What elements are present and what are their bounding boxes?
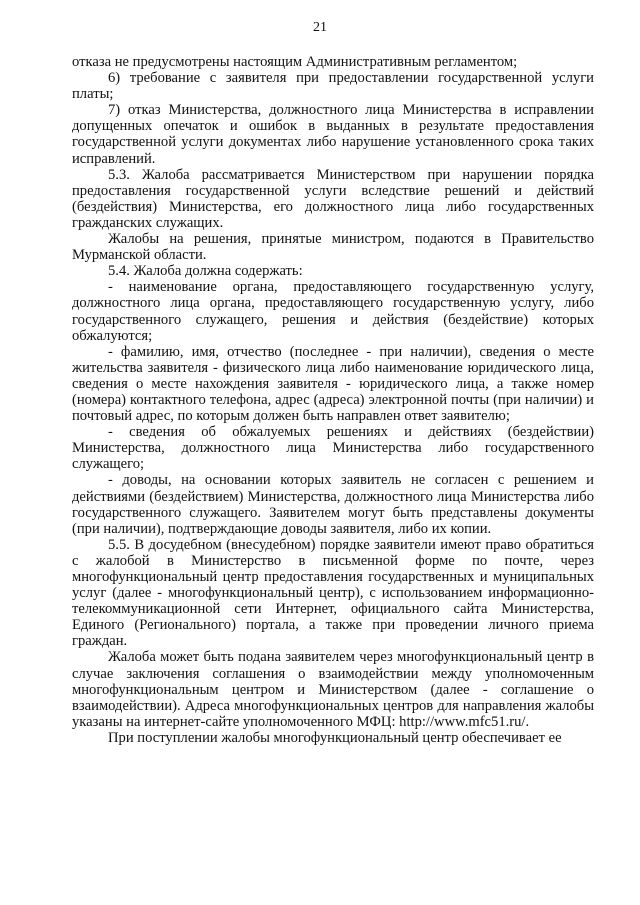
page-number: 21 [313,20,327,35]
paragraph-minister-complaints: Жалобы на решения, принятые министром, подаются в Правительство Мурманской области. [72,231,594,264]
paragraph-item-7: 7) отказ Министерства, должностного лица Министерства в исправлении допущенных опечаток и ошибок в выданных в результате предоставления государственной услуги документах либо нарушение установленного срока таких исправлений. [72,102,594,167]
document-body [72,54,594,746]
paragraph-mfc-receipt: При поступлении жалобы многофункциональный центр обеспечивает ее [108,729,562,746]
paragraph-mfc-submission: Жалоба может быть подана заявителем через многофункциональный центр в случае заключения соглашения о взаимодействии между уполномоченным многофункциональным центром и Министерством (далее - соглашение о взаимодействии). Адреса многофункциональных центров для направления жалобы указаны на интернет-сайте уполномоченного МФЦ: http://www.mfc51.ru/. [72,649,594,730]
list-item-organ-name: - наименование органа, предоставляющего государственную услугу, должностного лица органа, предоставляющего государственную услугу, либо государственного служащего, решения и действия (бездействие) которых обжалуются; [72,279,594,344]
paragraph-item-6: 6) требование с заявителя при предоставлении государственной услуги платы; [72,70,594,103]
paragraph-5-4: 5.4. Жалоба должна содержать: [108,263,303,280]
list-item-appealed-decisions: - сведения об обжалуемых решениях и действиях (бездействии) Министерства, должностного лица Министерства либо государственного служащего; [72,424,594,473]
paragraph-5-3: 5.3. Жалоба рассматривается Министерством при нарушении порядка предоставления государственной услуги вследствие решений и действий (бездействия) Министерства, его должностного лица либо государственных гражданских служащих. [72,166,594,231]
paragraph-continuation: отказа не предусмотрены настоящим Административным регламентом; [72,54,518,70]
paragraph-5-5: 5.5. В досудебном (внесудебном) порядке заявители имеют право обратиться с жалобой в Министерство в письменной форме по почте, через многофункциональный центр предоставления государственных и муниципальных услуг (далее - многофункциональный центр), с использованием информационно-телекоммуникационной сети Интернет, официального сайта Министерства, Единого (Регионального) портала, а также при проведении личного приема граждан. [72,536,594,650]
list-item-applicant-details: - фамилию, имя, отчество (последнее - при наличии), сведения о месте жительства заявителя - физического лица либо наименование юридического лица, сведения о месте нахождения заявителя - юридического лица, а также номер (номера) контактного телефона, адрес (адреса) электронной почты (при наличии) и почтовый адрес, по которым должен быть направлен ответ заявителю; [72,343,594,425]
list-item-arguments: - доводы, на основании которых заявитель не согласен с решением и действиями (бездействием) Министерства, должностного лица Министерства либо государственного служащего. Заявителем могут быть представлены документы (при наличии), подтверждающие доводы заявителя, либо их копии. [72,472,594,537]
